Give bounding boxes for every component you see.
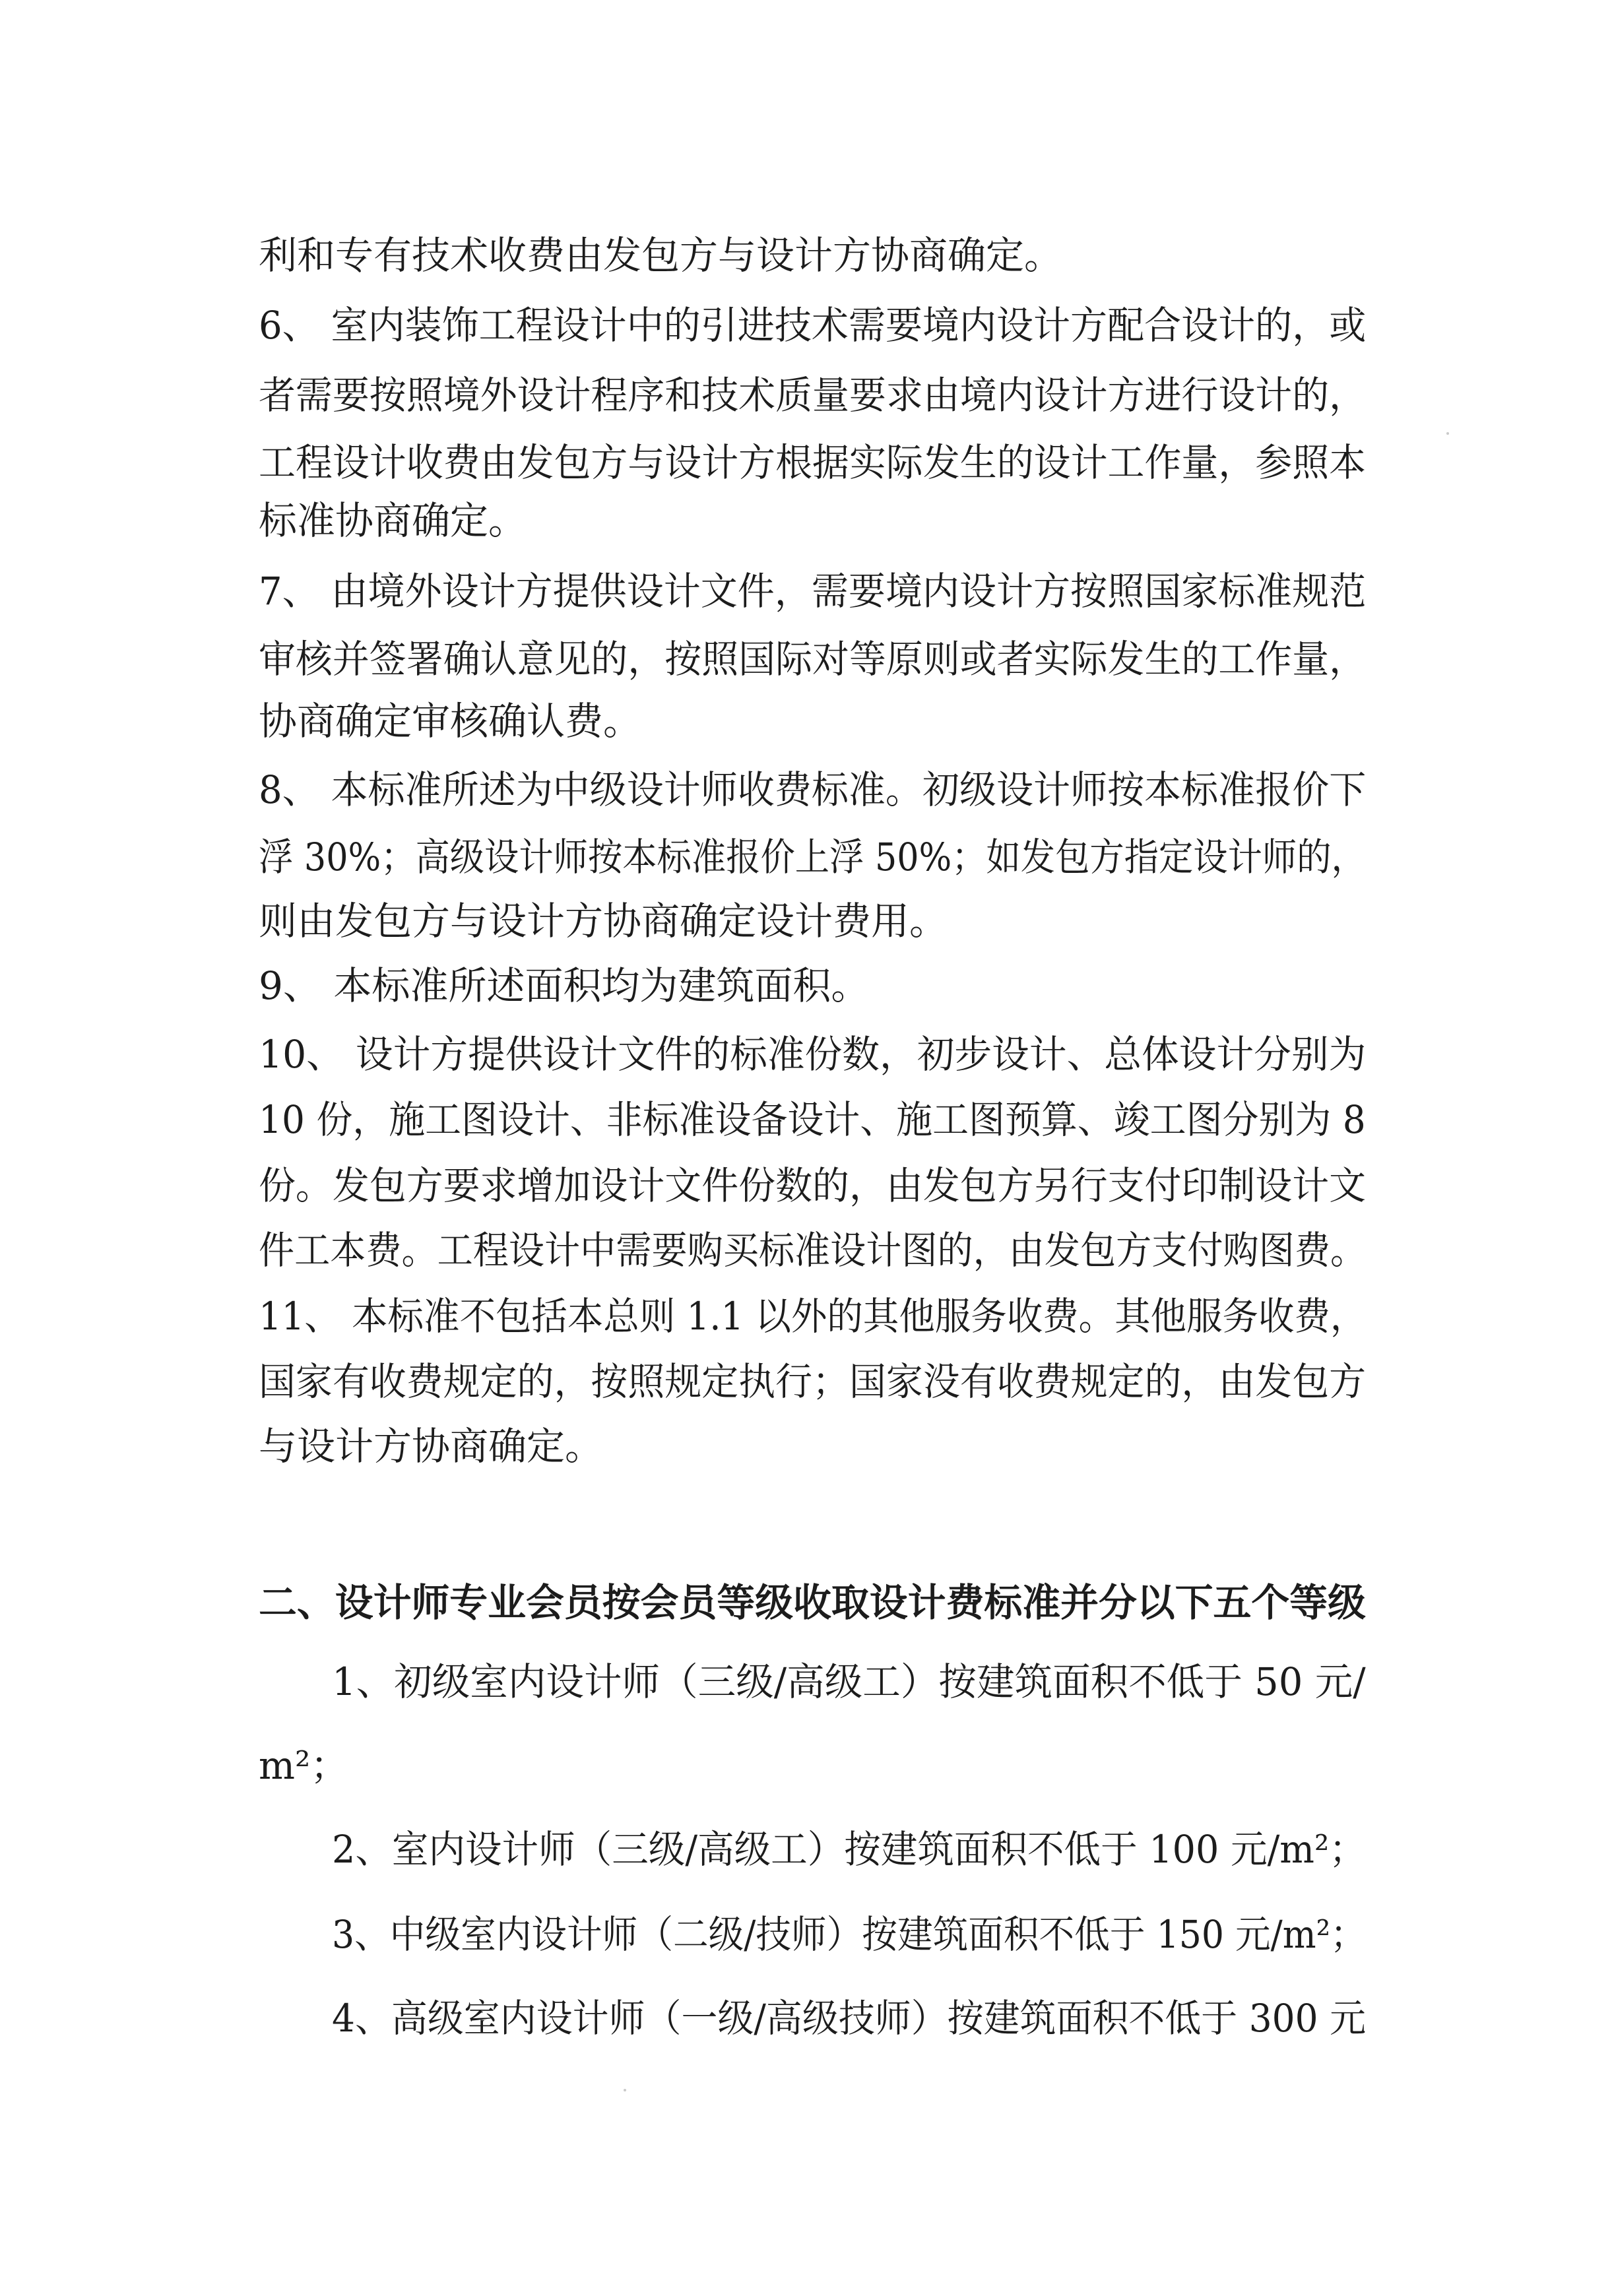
grade-line: 1、初级室内设计师（三级/高级工）按建筑面积不低于 50 元/ <box>332 1659 1366 1704</box>
body-line: 则由发包方与设计方协商确定设计费用。 <box>259 899 948 943</box>
body-line: 工程设计收费由发包方与设计方根据实际发生的设计工作量，参照本 <box>259 440 1367 485</box>
grade-line: 2、室内设计师（三级/高级工）按建筑面积不低于 100 元/m²； <box>332 1827 1366 1872</box>
body-line: 利和专有技术收费由发包方与设计方协商确定。 <box>259 233 1063 278</box>
body-line: 国家有收费规定的，按照规定执行；国家没有收费规定的，由发包方 <box>259 1359 1367 1404</box>
body-line: 10 份，施工图设计、非标准设备设计、施工图预算、竣工图分别为 8 <box>259 1097 1366 1142</box>
body-line: 审核并签署确认意见的，按照国际对等原则或者实际发生的工作量， <box>259 637 1367 682</box>
grade-line: m²； <box>259 1743 349 1788</box>
body-line: 9、 本标准所述面积均为建筑面积。 <box>259 963 870 1008</box>
body-line: 者需要按照境外设计程序和技术质量要求由境内设计方进行设计的， <box>259 373 1367 418</box>
section-heading: 二、设计师专业会员按会员等级收取设计费标准并分以下五个等级 <box>259 1580 1366 1625</box>
body-line: 10、 设计方提供设计文件的标准份数，初步设计、总体设计分别为 <box>259 1032 1367 1077</box>
scan-speck <box>624 2089 626 2091</box>
body-line: 标准协商确定。 <box>259 498 527 543</box>
scan-speck <box>1446 432 1449 435</box>
body-line: 份。发包方要求增加设计文件份数的，由发包方另行支付印制设计文 <box>259 1163 1367 1208</box>
grade-line: 4、高级室内设计师（一级/高级技师）按建筑面积不低于 300 元 <box>332 1996 1367 2041</box>
body-line: 浮 30%；高级设计师按本标准报价上浮 50%；如发包方指定设计师的， <box>259 835 1366 879</box>
body-line: 7、 由境外设计方提供设计文件，需要境内设计方按照国家标准规范 <box>259 569 1367 614</box>
body-line: 与设计方协商确定。 <box>259 1424 604 1469</box>
body-line: 协商确定审核确认费。 <box>259 699 642 744</box>
body-line: 11、 本标准不包括本总则 1.1 以外的其他服务收费。其他服务收费， <box>259 1294 1367 1339</box>
body-line: 8、 本标准所述为中级设计师收费标准。初级设计师按本标准报价下 <box>259 767 1367 812</box>
grade-line: 3、中级室内设计师（二级/技师）按建筑面积不低于 150 元/m²； <box>332 1912 1366 1957</box>
body-line: 件工本费。工程设计中需要购买标准设计图的，由发包方支付购图费。 <box>259 1228 1367 1273</box>
body-line: 6、 室内装饰工程设计中的引进技术需要境内设计方配合设计的，或 <box>259 303 1367 348</box>
